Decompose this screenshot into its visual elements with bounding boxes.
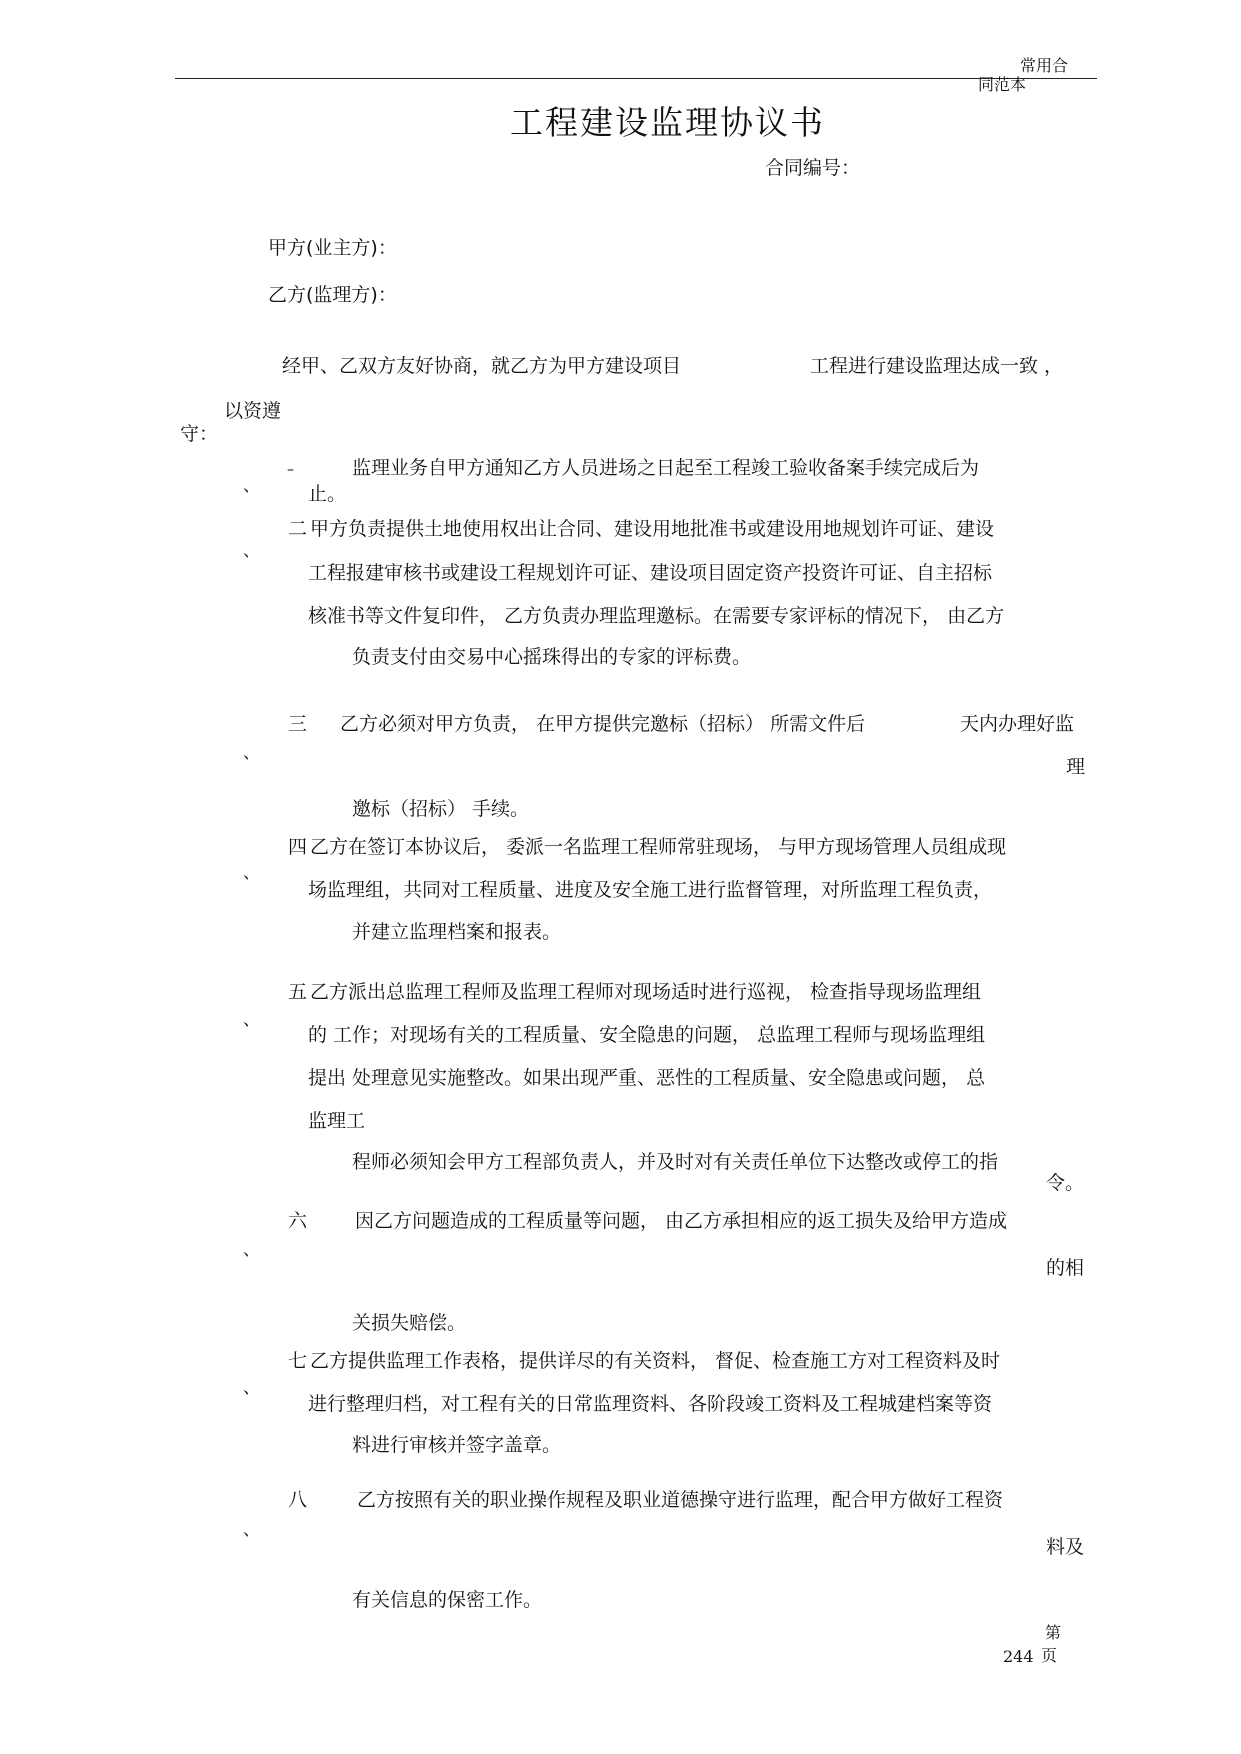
preamble-line3: 守： xyxy=(180,423,219,445)
clause-5-mark: 、 xyxy=(243,1010,260,1030)
clause-8-number: 八 xyxy=(288,1489,308,1511)
page-number: 244 xyxy=(1003,1647,1034,1666)
party-b-label: 乙方(监理方)： xyxy=(268,284,397,306)
clause-3-line2: 理 xyxy=(1066,756,1086,778)
clause-1-mark: 、 xyxy=(243,476,260,496)
clause-1-line2: 止。 xyxy=(308,483,347,505)
clause-3-line3: 邀标（招标） 手续。 xyxy=(352,798,530,820)
clause-2-line3: 核准书等文件复印件， 乙方负责办理监理邀标。在需要专家评标的情况下， 由乙方 xyxy=(308,605,1005,627)
preamble-part1: 经甲、乙双方友好协商，就乙方为甲方建设项目 xyxy=(282,355,682,377)
clause-6-line2: 的相 xyxy=(1046,1257,1085,1279)
clause-5-number: 五 xyxy=(288,981,308,1003)
clause-5-line3: 提出 处理意见实施整改。如果出现严重、恶性的工程质量、安全隐患或问题， 总 xyxy=(308,1067,986,1089)
clause-7-line2: 进行整理归档，对工程有关的日常监理资料、各阶段竣工资料及工程城建档案等资 xyxy=(308,1393,993,1415)
clause-4-line3: 并建立监理档案和报表。 xyxy=(352,921,562,943)
clause-2-line1: 甲方负责提供土地使用权出让合同、建设用地批准书或建设用地规划许可证、建设 xyxy=(310,518,995,540)
clause-8-line1: 乙方按照有关的职业操作规程及职业道德操守进行监理，配合甲方做好工程资 xyxy=(357,1489,1004,1511)
clause-3-number: 三 xyxy=(288,713,308,735)
contract-number-label: 合同编号： xyxy=(765,157,861,179)
clause-5-line5b: 令。 xyxy=(1046,1172,1085,1194)
clause-6-line3: 关损失赔偿。 xyxy=(352,1312,467,1334)
clause-2-line2: 工程报建审核书或建设工程规划许可证、建设项目固定资产投资许可证、自主招标 xyxy=(308,562,993,584)
clause-4-mark: 、 xyxy=(243,863,260,883)
document-title: 工程建设监理协议书 xyxy=(510,103,825,142)
clause-5-line5a: 程师必须知会甲方工程部负责人，并及时对有关责任单位下达整改或停工的指 xyxy=(352,1151,999,1173)
party-a-label: 甲方(业主方)： xyxy=(268,237,397,259)
clause-8-line2: 料及 xyxy=(1046,1536,1085,1558)
clause-7-line1: 乙方提供监理工作表格，提供详尽的有关资料， 督促、检查施工方对工程资料及时 xyxy=(310,1350,1001,1372)
page-number-prefix: 第 xyxy=(1045,1623,1062,1642)
clause-7-number: 七 xyxy=(288,1350,308,1372)
preamble-part2: 工程进行建设监理达成一致 ， xyxy=(810,355,1064,377)
clause-4-line1: 乙方在签订本协议后， 委派一名监理工程师常驻现场， 与甲方现场管理人员组成现 xyxy=(310,836,1007,858)
clause-2-number: 二 xyxy=(288,518,308,540)
clause-2-line4: 负责支付由交易中心摇珠得出的专家的评标费。 xyxy=(352,646,752,668)
header-label-line2: 同范本 xyxy=(978,75,1027,94)
clause-7-line3: 料进行审核并签字盖章。 xyxy=(352,1434,562,1456)
clause-5-line2: 的 工作；对现场有关的工程质量、安全隐患的问题， 总监理工程师与现场监理组 xyxy=(308,1024,986,1046)
clause-6-line1: 因乙方问题造成的工程质量等问题， 由乙方承担相应的返工损失及给甲方造成 xyxy=(355,1210,1008,1232)
clause-3-mark: 、 xyxy=(243,743,260,763)
header-label-line1: 常用合 xyxy=(1020,56,1069,75)
header-rule xyxy=(175,78,1097,79)
clause-8-mark: 、 xyxy=(243,1520,260,1540)
clause-6-mark: 、 xyxy=(243,1240,260,1260)
clause-3-line1a: 乙方必须对甲方负责， 在甲方提供完邀标（招标） 所需文件后 xyxy=(340,713,866,735)
clause-4-number: 四 xyxy=(288,836,308,858)
clause-3-line1b: 天内办理好监 xyxy=(960,713,1075,735)
clause-8-line3: 有关信息的保密工作。 xyxy=(352,1589,543,1611)
clause-4-line2: 场监理组，共同对工程质量、进度及安全施工进行监督管理，对所监理工程负责， xyxy=(308,879,993,901)
clause-1-line1: 监理业务自甲方通知乙方人员进场之日起至工程竣工验收备案手续完成后为 xyxy=(352,457,980,479)
clause-6-number: 六 xyxy=(288,1210,308,1232)
clause-7-mark: 、 xyxy=(243,1378,260,1398)
page-number-suffix: 页 xyxy=(1041,1646,1058,1665)
clause-1-number: – xyxy=(287,462,294,478)
clause-5-line1: 乙方派出总监理工程师及监理工程师对现场适时进行巡视， 检查指导现场监理组 xyxy=(310,981,982,1003)
clause-5-line4: 监理工 xyxy=(308,1110,366,1132)
clause-2-mark: 、 xyxy=(243,541,260,561)
preamble-line2: 以资遵 xyxy=(224,400,282,422)
